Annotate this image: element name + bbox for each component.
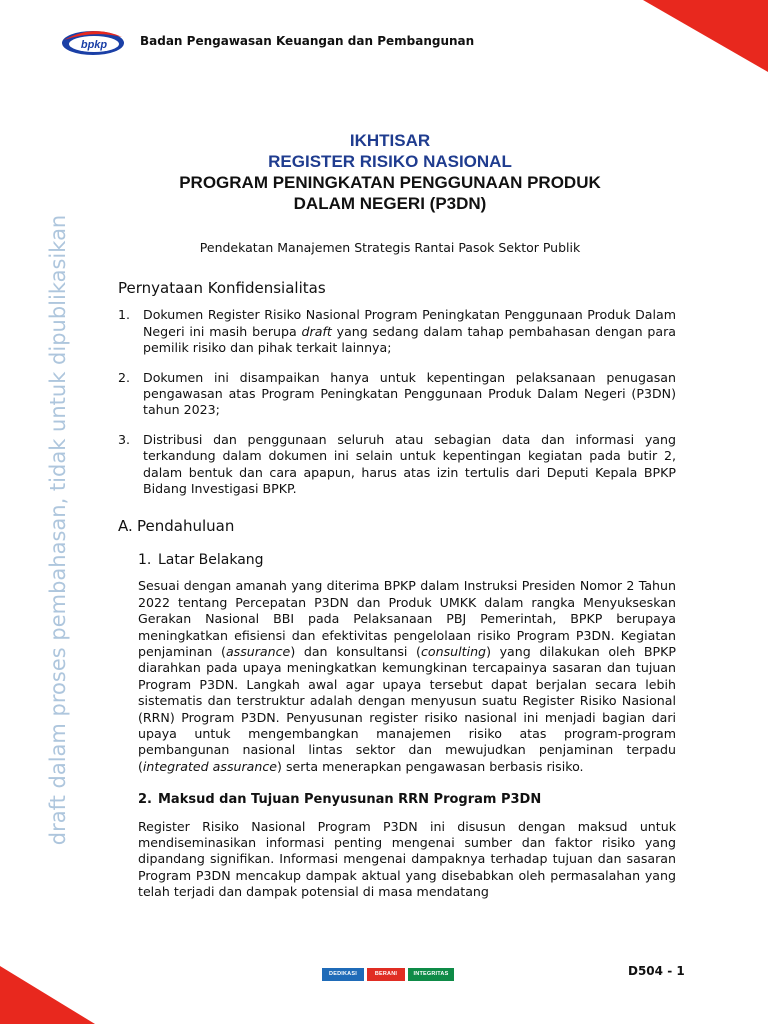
subsection-title: Maksud dan Tujuan Penyusunan RRN Program P3DN bbox=[158, 792, 542, 808]
section-letter: A. bbox=[118, 517, 133, 536]
list-number: 1. bbox=[118, 307, 131, 323]
text-span: Dokumen Register Risiko Nasional Program Peningkatan Penggunaan Produk Dalam Negeri ini masih berupa bbox=[143, 307, 676, 339]
list-text: Dokumen ini disampaikan hanya untuk kepentingan pelaksanaan penugasan pengawasan atas Program Peningkatan Penggunaan Produk Dalam Negeri (P3DN) tahun 2023; bbox=[143, 369, 676, 418]
text-span: ) dan konsultansi ( bbox=[290, 643, 421, 659]
list-item bbox=[118, 307, 676, 356]
list-number: 3. bbox=[118, 431, 131, 447]
text-span: ) yang dilakukan oleh BPKP diarahkan pada upaya meningkatkan kemungkinan tercapainya sasaran dan tujuan Program P3DN. Langkah awal agar upaya tersebut dapat berjalan secara lebih sistematis dan terstruktur adalah dengan menyusun suatu Register Risiko Nasional (RRN) Program P3DN. Penyusunan register risiko nasional ini menjadi bagian dari upaya untuk mengembangkan manajemen risiko atas program-program pembangunan nasional lintas sektor dan mewujudkan penjaminan terpadu ( bbox=[138, 643, 676, 774]
subsection-heading bbox=[138, 552, 676, 568]
subsection-number: 1. bbox=[138, 551, 152, 568]
document-title bbox=[90, 130, 690, 214]
confidentiality-heading: Pernyataan Konfidensialitas bbox=[118, 279, 326, 297]
section-title: Pendahuluan bbox=[137, 517, 235, 536]
list-number: 2. bbox=[118, 369, 131, 385]
corner-decoration-top-right bbox=[643, 0, 768, 72]
page-number: D504 - 1 bbox=[628, 964, 685, 978]
section-a-heading bbox=[118, 518, 676, 534]
draft-watermark: draft dalam proses pembahasan, tidak untuk dipublikasikan bbox=[46, 214, 70, 846]
title-line-1: IKHTISAR bbox=[349, 131, 431, 150]
italic-term: consulting bbox=[420, 643, 487, 659]
badge-dedikasi: DEDIKASI bbox=[322, 968, 364, 981]
document-body bbox=[118, 280, 676, 901]
title-line-3: PROGRAM PENINGKATAN PENGGUNAAN PRODUK bbox=[179, 173, 601, 192]
confidentiality-list bbox=[118, 307, 676, 497]
corner-decoration-bottom-left bbox=[0, 966, 95, 1024]
organization-name: Badan Pengawasan Keuangan dan Pembangunan bbox=[140, 34, 475, 48]
title-line-2: REGISTER RISIKO NASIONAL bbox=[268, 152, 512, 171]
badge-berani: BERANI bbox=[367, 968, 405, 981]
purpose-paragraph: Register Risiko Nasional Program P3DN ini disusun dengan maksud untuk mendiseminasikan informasi penting mengenai sumber dan faktor risiko yang dipandang signifikan. Informasi mengenai dampaknya terhadap tujuan dan sasaran Program P3DN mencakup dampak aktual yang disebabkan oleh permasalahan yang telah terjadi dan dampak potensial di masa mendatang bbox=[138, 818, 676, 900]
title-line-4: DALAM NEGERI (P3DN) bbox=[293, 194, 487, 213]
subsection-number: 2. bbox=[138, 792, 152, 808]
values-badges bbox=[322, 968, 454, 981]
document-subtitle: Pendekatan Manajemen Strategis Rantai Pasok Sektor Publik bbox=[199, 240, 581, 255]
list-text bbox=[143, 307, 676, 356]
logo-text: bpkp bbox=[80, 39, 108, 51]
bpkp-logo bbox=[60, 28, 126, 58]
italic-term: assurance bbox=[225, 643, 291, 659]
italic-term: draft bbox=[301, 323, 332, 339]
list-item bbox=[118, 370, 676, 419]
badge-integritas: INTEGRITAS bbox=[408, 968, 454, 981]
list-item bbox=[118, 432, 676, 498]
subsection-heading bbox=[138, 792, 676, 808]
italic-term: integrated assurance bbox=[142, 758, 278, 774]
text-span: yang sedang dalam tahap pembahasan dengan para pemilik risiko dan pihak terkait lainnya; bbox=[143, 323, 676, 356]
subsection-title: Latar Belakang bbox=[158, 551, 264, 568]
text-span: Sesuai dengan amanah yang diterima BPKP dalam Instruksi Presiden Nomor 2 Tahun 2022 tentang Percepatan P3DN dan Produk UMKK dalam rangka Menyukseskan Gerakan Nasional BBI pada Pelaksanaan PBJ Pemerintah, BPKP berupaya meningkatkan efisiensi dan efektivitas pengelolaan risiko Program P3DN. Kegiatan penjaminan ( bbox=[138, 578, 676, 659]
background-paragraph bbox=[138, 578, 676, 775]
list-text: Distribusi dan penggunaan seluruh atau sebagian data dan informasi yang terkandung dalam dokumen ini selain untuk kepentingan kegiatan pada butir 2, dalam bentuk dan cara apapun, harus atas izin tertulis dari Deputi Kepala BPKP Bidang Investigasi BPKP. bbox=[143, 431, 676, 497]
subsection-background bbox=[138, 552, 676, 901]
text-span: ) serta menerapkan pengawasan berbasis risiko. bbox=[277, 758, 584, 774]
